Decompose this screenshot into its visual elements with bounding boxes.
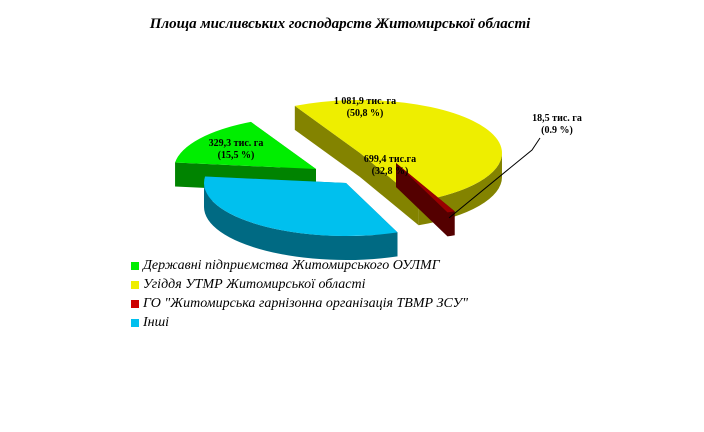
data-label-value: 1 081,9 тис. га bbox=[333, 96, 397, 107]
data-label-value: 699,4 тис.га bbox=[363, 154, 417, 165]
data-label-percent: (50,8 %) bbox=[346, 108, 384, 119]
data-label-percent: (32,8 %) bbox=[371, 166, 409, 177]
pie-slice bbox=[204, 177, 397, 260]
legend-item-other bbox=[131, 313, 468, 332]
legend-swatch bbox=[131, 319, 139, 327]
legend-item-state-enterprises bbox=[131, 256, 468, 275]
legend-swatch bbox=[131, 300, 139, 308]
data-label-value: 18,5 тис. га bbox=[532, 113, 582, 124]
chart-title: Площа мисливських господарств Житомирської області bbox=[149, 16, 531, 32]
legend bbox=[131, 256, 468, 332]
legend-label: Угіддя УТМР Житомирської області bbox=[143, 276, 366, 292]
data-label-value: 329,3 тис. га bbox=[208, 138, 264, 149]
legend-label: ГО "Житомирська гарнізонна організація ТВМР ЗСУ" bbox=[143, 295, 468, 311]
legend-label: Державні підприємства Житомирського ОУЛМГ bbox=[143, 257, 440, 273]
data-label-percent: (0.9 %) bbox=[541, 125, 573, 136]
legend-item-garrison bbox=[131, 294, 468, 313]
legend-swatch bbox=[131, 281, 139, 289]
legend-item-utmr bbox=[131, 275, 468, 294]
legend-swatch bbox=[131, 262, 139, 270]
data-label-percent: (15,5 %) bbox=[217, 150, 255, 161]
legend-label: Інші bbox=[143, 314, 170, 330]
